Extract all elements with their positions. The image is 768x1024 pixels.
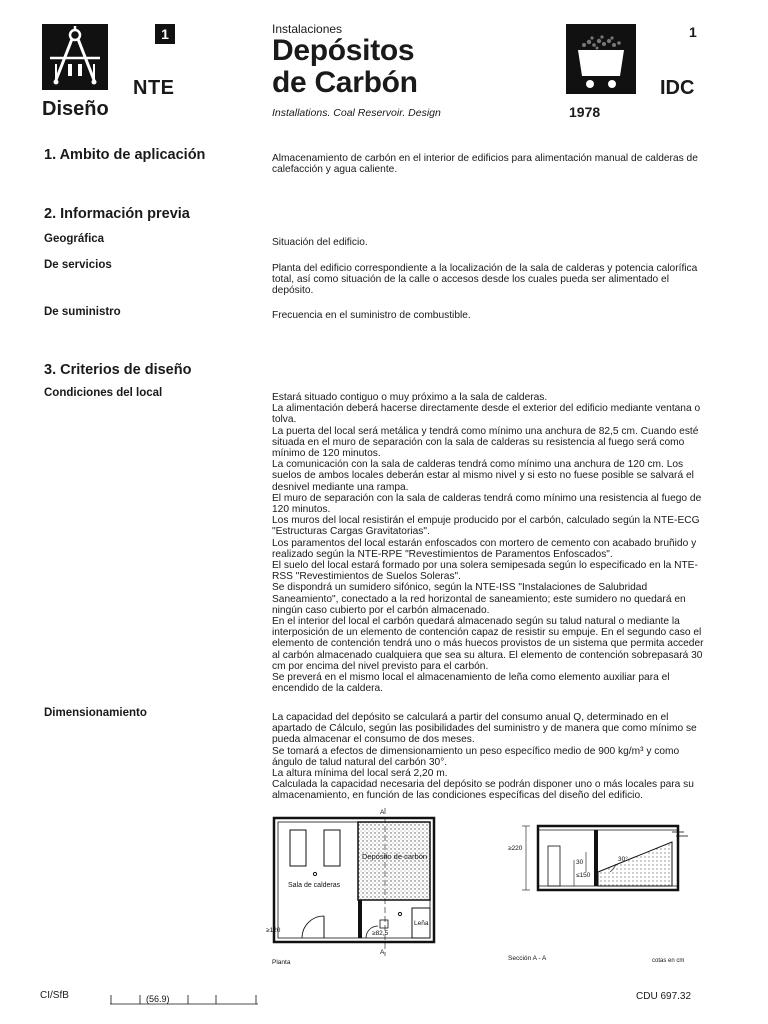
dim-paragraph: La altura mínima del local será 2,20 m. <box>272 768 448 780</box>
cond-paragraph: El suelo del local estará formado por una solera semipesada según lo especificado en la NTE-RSS "Revestimientos de Suelos Soleras". <box>272 560 698 583</box>
cond-paragraph: Se preverá en el mismo local el almacenamiento de leña como elemento auxiliar para el encendido de la caldera. <box>272 672 670 695</box>
servicios-label: De servicios <box>44 259 112 271</box>
section-drawing <box>500 800 710 970</box>
classification-ruler <box>110 993 258 1005</box>
dimension-150: ≤150 <box>576 872 591 879</box>
sheet-badge: 1 <box>155 24 175 44</box>
cond-paragraph: Se dispondrá un sumidero sifónico, según la NTE-ISS "Instalaciones de Salubridad Saneamiento", conectado a la red horizontal de saneamiento; este sumidero no quedará en ningún caso cubierto por el carbón almacenado. <box>272 582 686 616</box>
year: 1978 <box>569 104 601 120</box>
coal-wagon-icon <box>566 24 636 94</box>
nte-label: NTE <box>133 77 175 99</box>
category-label: Diseño <box>42 98 109 120</box>
title-line-1: Depósitos <box>272 34 415 67</box>
sheet-number: 1 <box>689 24 697 40</box>
section-mark-bottom: A <box>380 949 385 956</box>
cdu-label: CDU 697.32 <box>636 991 692 1002</box>
geografica-text: Situación del edificio. <box>272 237 368 248</box>
cond-paragraph: La alimentación deberá hacerse directamente desde el exterior del edificio mediante ventana o tolva. <box>272 403 701 426</box>
floor-plan-drawing <box>262 808 442 968</box>
cond-paragraph: Los muros del local resistirán el empuje producido por el carbón, calculado según la NTE-ECG "Estructuras Cargas Gravitatorias". <box>272 515 700 538</box>
cond-paragraph: En el interior del local el carbón quedará almacenado según su talud natural o mediante la interposición de un elemento de contención capaz de resistir su empuje. En el segundo caso el elemento de contención tendrá uno o más huecos provistos de un sistema que permita acceder al carbón almacenado cualquiera que sea su altura. El elemento de contención sobrepasará 30 cm por encima del nivel previsto para el carbón. <box>272 616 704 672</box>
dim-paragraph: Se tomará a efectos de dimensionamiento un peso específico medio de 900 kg/m³ y como ángulo de talud natural del carbón 30°. <box>272 745 680 768</box>
section-3-heading: 3. Criterios de diseño <box>44 362 192 378</box>
servicios-text: Planta del edificio correspondiente a la localización de la sala de calderas y potencia calorífica total, así como situación de la calle o accesos desde los cuales pueda ser alimentado el depósito. <box>272 263 698 297</box>
door-dimension: ≥82,5 <box>372 930 389 937</box>
section-2-heading: 2. Información previa <box>44 206 190 222</box>
condiciones-text <box>272 392 704 694</box>
section-mark-top: A <box>380 809 385 816</box>
geografica-label: Geográfica <box>44 233 105 245</box>
ruler-code: (56.9) <box>146 994 170 1004</box>
suministro-label: De suministro <box>44 306 121 318</box>
section-1-text: Almacenamiento de carbón en el interior de edificios para alimentación manual de calderas de calefacción y agua caliente. <box>272 153 698 176</box>
cond-paragraph: Los paramentos del local estarán enfoscados con mortero de cemento con acabado bruñido y realizado según la NTE-RPE "Revestimientos de Paramentos Enfoscados". <box>272 537 697 560</box>
boiler-room-label: Sala de calderas <box>288 882 341 889</box>
wood-label: Leña <box>414 920 429 927</box>
title-line-2: de Carbón <box>272 66 418 99</box>
angle-label: 30° <box>618 856 628 863</box>
plan-caption: Planta <box>272 959 291 966</box>
section-label: Instalaciones <box>272 22 343 36</box>
opening-dimension: ≥120 <box>266 927 281 934</box>
deposit-label: Depósito de carbón <box>362 852 428 861</box>
code-label: IDC <box>660 77 695 99</box>
cisfb-label: CI/SfB <box>40 990 69 1001</box>
height-dimension: ≥220 <box>508 845 523 852</box>
section-1-heading: 1. Ambito de aplicación <box>44 147 206 163</box>
section-caption: Sección A - A <box>508 955 547 962</box>
cond-paragraph: Estará situado contiguo o muy próximo a la sala de calderas. <box>272 392 548 403</box>
cond-paragraph: La puerta del local será metálica y tendrá como mínimo una anchura de 82,5 cm. Cuando esté situada en el muro de separación con la sala de calderas su resistencia al fuego será como mínimo de 120 minutos. <box>272 425 699 460</box>
condiciones-label: Condiciones del local <box>44 387 163 399</box>
compass-logo-icon <box>42 24 108 90</box>
suministro-text: Frecuencia en el suministro de combustible. <box>272 310 471 321</box>
dim-paragraph: La capacidad del depósito se calculará a partir del consumo anual Q, determinado en el apartado de Cálculo, según las posibilidades del suministro y de manera que como mínimo se pueda almacenar el consumo de dos meses. <box>272 712 697 746</box>
units-note: cotas en cm <box>652 958 685 964</box>
dimension-30: 30 <box>576 859 584 866</box>
english-subtitle: Installations. Coal Reservoir. Design <box>272 107 441 119</box>
cond-paragraph: El muro de separación con la sala de calderas tendrá como mínimo una resistencia al fuego de 120 minutos. <box>272 492 702 516</box>
dimensionamiento-text <box>272 712 704 802</box>
cond-paragraph: La comunicación con la sala de calderas tendrá como mínimo una anchura de 120 cm. Los suelos de ambos locales deberán estar al mismo nivel y si esto no fuese posible se salvará el desnivel mediante una rampa. <box>272 459 694 493</box>
page-title <box>272 35 418 99</box>
dim-paragraph: Calculada la capacidad necesaria del depósito se podrán disponer uno o más locales para su almacenamiento, en función de las condiciones específicas del diseño del edificio. <box>272 779 694 802</box>
dimensionamiento-label: Dimensionamiento <box>44 707 147 719</box>
